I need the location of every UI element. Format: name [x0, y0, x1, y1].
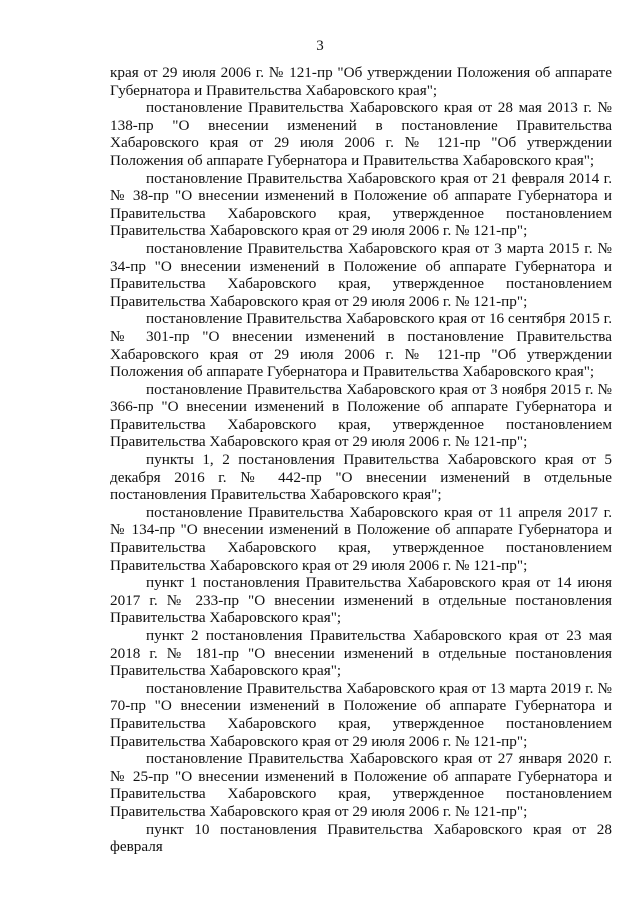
paragraph: постановление Правительства Хабаровского края от 28 мая 2013 г. № 138-пр "О внесении изменений в постановление Правительства Хабаровского края от 29 июля 2006 г. № 121-пр "Об утверждении Положения об аппарате Губернатора и Правительства Хабаровского края";	[110, 99, 612, 169]
paragraph: постановление Правительства Хабаровского края от 3 марта 2015 г. № 34-пр "О внесении изменений в Положение об аппарате Губернатора и Правительства Хабаровского края, утвержденное постановлением Правительства Хабаровского края от 29 июля 2006 г. № 121-пр";	[110, 239, 612, 310]
paragraph: пункт 1 постановления Правительства Хабаровского края от 14 июня 2017 г. № 233-пр "О внесении изменений в отдельные постановления Правительства Хабаровского края";	[110, 574, 612, 627]
paragraph-continuation: края от 29 июля 2006 г. № 121-пр "Об утверждении Положения об аппарате Губернатора и Правительства Хабаровского края";	[110, 64, 612, 99]
paragraph: постановление Правительства Хабаровского края от 3 ноября 2015 г. № 366-пр "О внесении изменений в Положение об аппарате Губернатора и Правительства Хабаровского края, утвержденное постановлением Правительства Хабаровского края от 29 июля 2006 г. № 121-пр";	[110, 380, 612, 451]
paragraph: постановление Правительства Хабаровского края от 27 января 2020 г. № 25-пр "О внесении изменений в Положение об аппарате Губернатора и Правительства Хабаровского края, утвержденное постановлением Правительства Хабаровского края от 29 июля 2006 г. № 121-пр";	[110, 750, 612, 820]
paragraph: постановление Правительства Хабаровского края от 13 марта 2019 г. № 70-пр "О внесении изменений в Положение об аппарате Губернатора и Правительства Хабаровского края, утвержденное постановлением Правительства Хабаровского края от 29 июля 2006 г. № 121-пр";	[110, 679, 612, 750]
paragraph: пункты 1, 2 постановления Правительства Хабаровского края от 5 декабря 2016 г. № 442-пр "О внесении изменений в отдельные постановления Правительства Хабаровского края";	[110, 451, 612, 504]
paragraph: постановление Правительства Хабаровского края от 21 февраля 2014 г. № 38-пр "О внесении изменений в Положение об аппарате Губернатора и Правительства Хабаровского края, утвержденное постановлением Правительства Хабаровского края от 29 июля 2006 г. № 121-пр";	[110, 169, 612, 240]
paragraph: постановление Правительства Хабаровского края от 11 апреля 2017 г. № 134-пр "О внесении изменений в Положение об аппарате Губернатора и Правительства Хабаровского края, утвержденное постановлением Правительства Хабаровского края от 29 июля 2006 г. № 121-пр";	[110, 503, 612, 574]
paragraph: пункт 2 постановления Правительства Хабаровского края от 23 мая 2018 г. № 181-пр "О внесении изменений в отдельные постановления Правительства Хабаровского края";	[110, 627, 612, 680]
page-number: 3	[316, 38, 324, 54]
paragraph: постановление Правительства Хабаровского края от 16 сентября 2015 г. № 301-пр "О внесении изменений в постановление Правительства Хабаровского края от 29 июля 2006 г. № 121-пр "Об утверждении Положения об аппарате Губернатора и Правительства Хабаровского края";	[110, 310, 612, 381]
paragraph-truncated: пункт 10 постановления Правительства Хабаровского края от 28 февраля	[110, 820, 612, 856]
document-body	[110, 64, 612, 856]
